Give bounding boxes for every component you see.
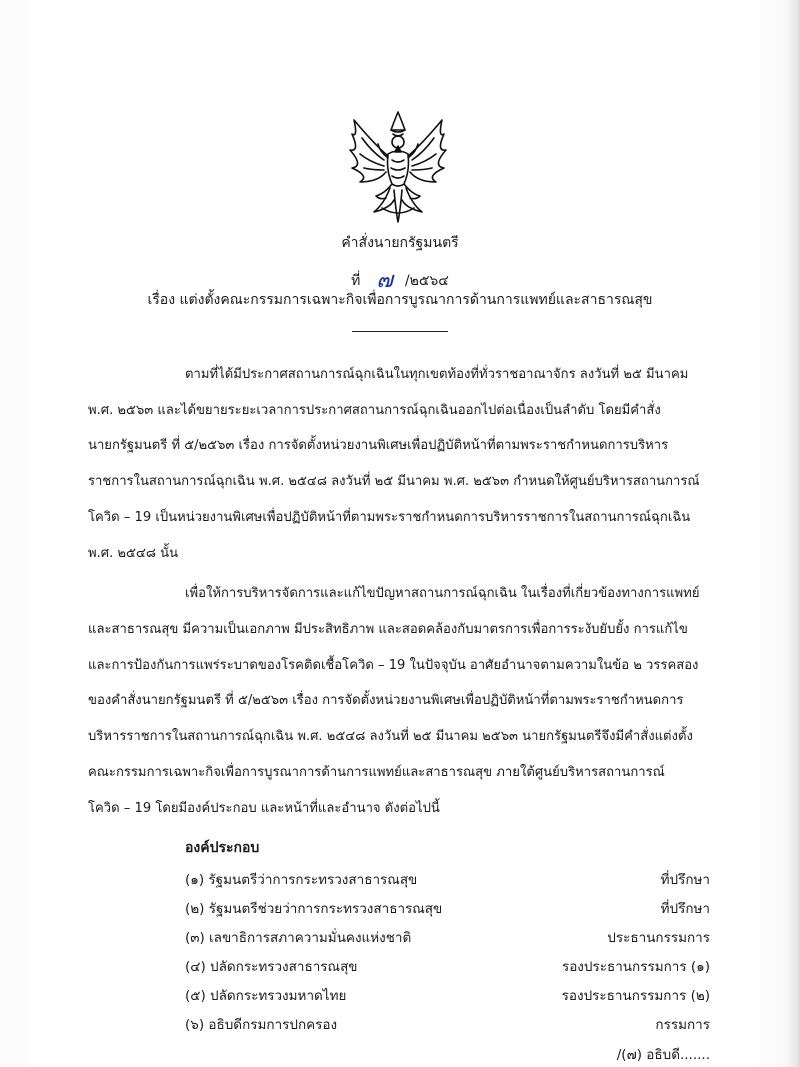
paragraph-1-line: พ.ศ. ๒๕๔๘ นั้น — [88, 546, 179, 561]
paragraph-1-line: ราชการในสถานการณ์ฉุกเฉิน พ.ศ. ๒๕๔๘ ลงวันที่ ๒๕ มีนาคม พ.ศ. ๒๕๖๓ กำหนดให้ศูนย์บริหารสถานการณ์ — [88, 474, 700, 489]
member-role: รองประธานกรรมการ (๒) — [561, 988, 710, 1004]
paragraph-2-line: เพื่อให้การบริหารจัดการและแก้ไขปัญหาสถานการณ์ฉุกเฉิน ในเรื่องที่เกี่ยวข้องทางการแพทย์ — [185, 586, 700, 601]
member-role: ที่ปรึกษา — [660, 872, 710, 888]
order-number-prefix: ที่ — [351, 273, 361, 289]
page-edge-shadow — [786, 0, 800, 1067]
paragraph-2-line: และการป้องกันการแพร่ระบาดของโรคติดเชื้อโควิด – 19 ในปัจจุบัน อาศัยอำนาจตามความในข้อ ๒ วรรคสอง — [88, 658, 699, 673]
paragraph-1-line: พ.ศ. ๒๕๖๓ และได้ขยายระยะเวลาการประกาศสถานการณ์ฉุกเฉินออกไปต่อเนื่องเป็นลำดับ โดยมีคำสั่ง — [88, 403, 661, 418]
order-number-handwritten: ๗ — [376, 268, 393, 293]
member-role: รองประธานกรรมการ (๑) — [561, 959, 710, 975]
continuation-marker: /(๗) อธิบดี....... — [616, 1047, 710, 1063]
title-divider — [352, 331, 448, 332]
paragraph-1-line: ตามที่ได้มีประกาศสถานการณ์ฉุกเฉินในทุกเขตท้องที่ทั่วราชอาณาจักร ลงวันที่ ๒๕ มีนาคม — [185, 367, 689, 382]
composition-heading: องค์ประกอบ — [185, 840, 260, 856]
paragraph-2-line: คณะกรรมการเฉพาะกิจเพื่อการบูรณาการด้านการแพทย์และสาธารณสุข ภายใต้ศูนย์บริหารสถานการณ์ — [88, 765, 665, 780]
paragraph-2-line: และสาธารณสุข มีความเป็นเอกภาพ มีประสิทธิภาพ และสอดคล้องกับมาตรการเพื่อการระงับยับยั้ง การแก้ไข — [88, 622, 688, 637]
paragraph-1-line: นายกรัฐมนตรี ที่ ๕/๒๕๖๓ เรื่อง การจัดตั้งหน่วยงานพิเศษเพื่อปฏิบัติหน้าที่ตามพระราชกำหนดการบริหาร — [88, 438, 669, 453]
paragraph-1-line: โควิด – 19 เป็นหน่วยงานพิเศษเพื่อปฏิบัติหน้าที่ตามพระราชกำหนดการบริหารราชการในสถานการณ์ฉุกเฉิน — [88, 510, 691, 525]
member-name: (๒) รัฐมนตรีช่วยว่าการกระทรวงสาธารณสุข — [185, 901, 443, 917]
paragraph-2-line: โควิด – 19 โดยมีองค์ประกอบ และหน้าที่และอำนาจ ดังต่อไปนี้ — [88, 801, 440, 816]
member-role: ประธานกรรมการ — [607, 930, 710, 946]
order-number-year: /๒๕๖๔ — [404, 273, 449, 289]
member-name: (๕) ปลัดกระทรวงมหาดไทย — [185, 988, 347, 1004]
garuda-emblem-icon — [344, 108, 452, 228]
member-name: (๔) ปลัดกระทรวงสาธารณสุข — [185, 959, 358, 975]
paragraph-2-line: ของคำสั่งนายกรัฐมนตรี ที่ ๕/๒๕๖๓ เรื่อง การจัดตั้งหน่วยงานพิเศษเพื่อปฏิบัติหน้าที่ตามพระราชกำหนดการ — [88, 693, 684, 708]
order-title: คำสั่งนายกรัฐมนตรี — [341, 235, 459, 251]
paragraph-2-line: บริหารราชการในสถานการณ์ฉุกเฉิน พ.ศ. ๒๕๔๘ ลงวันที่ ๒๕ มีนาคม ๒๕๖๓ นายกรัฐมนตรีจึงมีคำสั่งแต่งตั้ง — [88, 729, 693, 744]
member-role: ที่ปรึกษา — [660, 901, 710, 917]
member-role: กรรมการ — [655, 1017, 710, 1033]
order-subject: เรื่อง แต่งตั้งคณะกรรมการเฉพาะกิจเพื่อการบูรณาการด้านการแพทย์และสาธารณสุข — [147, 292, 653, 308]
member-name: (๓) เลขาธิการสภาความมั่นคงแห่งชาติ — [185, 930, 412, 946]
member-name: (๑) รัฐมนตรีว่าการกระทรวงสาธารณสุข — [185, 872, 418, 888]
member-name: (๖) อธิบดีกรมการปกครอง — [185, 1017, 338, 1033]
